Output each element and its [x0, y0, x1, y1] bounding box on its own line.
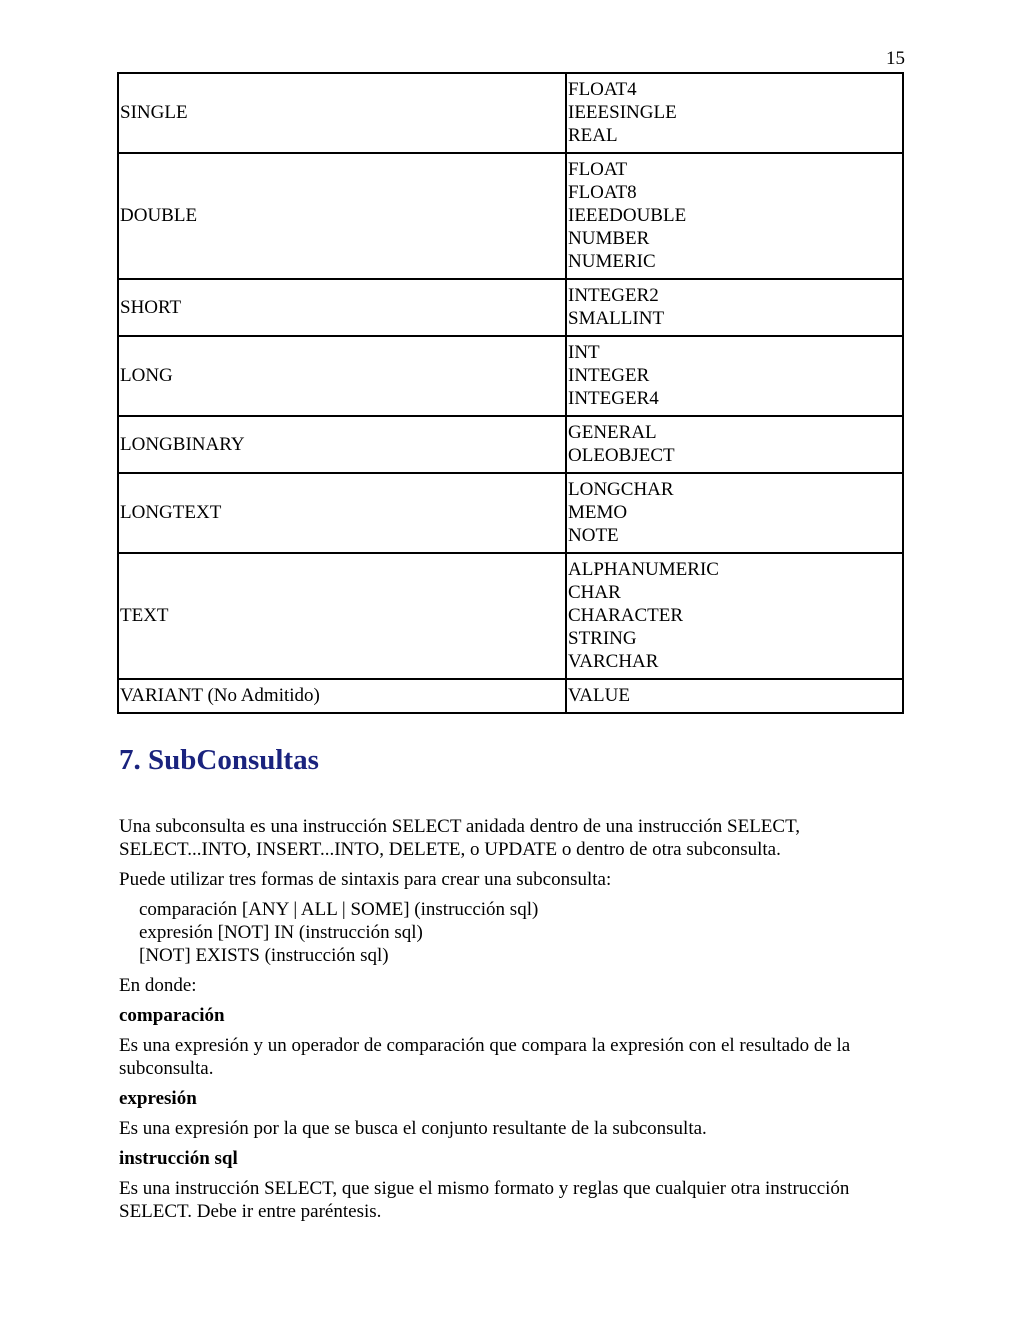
type-cell: LONGTEXT [118, 473, 566, 553]
table-row [118, 473, 903, 553]
synonyms-cell [566, 73, 903, 153]
table-row [118, 416, 903, 473]
where-label: En donde: [119, 975, 197, 996]
synonym: CHAR [568, 582, 621, 603]
definition-text: Es una instrucción SELECT, que sigue el mismo formato y reglas que cualquier otra instrucción SELECT. Debe ir entre paréntesis. [119, 1178, 850, 1222]
synonym: CHARACTER [568, 605, 684, 626]
synonym: FLOAT8 [568, 182, 637, 203]
definition-term: expresión [119, 1088, 197, 1109]
definition-term: comparación [119, 1005, 225, 1026]
definition-text: Es una expresión por la que se busca el conjunto resultante de la subconsulta. [119, 1118, 707, 1139]
synonym: IEEEDOUBLE [568, 205, 687, 226]
synonym: NUMERIC [568, 251, 656, 272]
type-cell: SHORT [118, 279, 566, 336]
synonyms-cell [566, 679, 903, 713]
table-row [118, 336, 903, 416]
syntax-line: comparación [ANY | ALL | SOME] (instrucción sql) [139, 899, 539, 920]
synonyms-cell [566, 553, 903, 679]
synonym: GENERAL [568, 422, 657, 443]
synonym: SMALLINT [568, 308, 665, 329]
definition-text: Es una expresión y un operador de comparación que compara la expresión con el resultado de la subconsulta. [119, 1035, 851, 1079]
synonym: FLOAT [568, 159, 628, 180]
section-heading: 7. SubConsultas [119, 744, 319, 776]
synonym: INTEGER [568, 365, 650, 386]
synonyms-cell [566, 416, 903, 473]
type-cell: DOUBLE [118, 153, 566, 279]
synonym: REAL [568, 125, 618, 146]
syntax-line: expresión [NOT] IN (instrucción sql) [139, 922, 423, 943]
table-row [118, 553, 903, 679]
syntax-line: [NOT] EXISTS (instrucción sql) [139, 945, 389, 966]
type-cell: LONGBINARY [118, 416, 566, 473]
type-cell: LONG [118, 336, 566, 416]
table-row [118, 679, 903, 713]
table-row [118, 153, 903, 279]
page-number: 15 [886, 48, 905, 69]
synonym: STRING [568, 628, 637, 649]
synonym: INT [568, 342, 600, 363]
type-cell: VARIANT (No Admitido) [118, 679, 566, 713]
intro-paragraph: Una subconsulta es una instrucción SELECT anidada dentro de una instrucción SELECT, SELECT...INTO, INSERT...INTO, DELETE, o UPDATE o dentro de otra subconsulta. [119, 816, 801, 860]
synonym: NOTE [568, 525, 619, 546]
table-row [118, 73, 903, 153]
synonym: VALUE [568, 685, 630, 706]
definition-term: instrucción sql [119, 1148, 238, 1169]
synonyms-cell [566, 153, 903, 279]
synonyms-cell [566, 336, 903, 416]
section-body [119, 815, 909, 1230]
synonym: MEMO [568, 502, 628, 523]
synonym: OLEOBJECT [568, 445, 675, 466]
synonym: VARCHAR [568, 651, 659, 672]
data-types-table [117, 72, 904, 714]
table-row [118, 279, 903, 336]
table-body [118, 73, 903, 713]
synonym: ALPHANUMERIC [568, 559, 719, 580]
type-cell: SINGLE [118, 73, 566, 153]
synonyms-cell [566, 279, 903, 336]
syntax-block [139, 898, 909, 967]
syntax-intro: Puede utilizar tres formas de sintaxis para crear una subconsulta: [119, 869, 612, 890]
synonym: IEEESINGLE [568, 102, 677, 123]
synonym: LONGCHAR [568, 479, 674, 500]
synonym: NUMBER [568, 228, 650, 249]
type-cell: TEXT [118, 553, 566, 679]
synonym: INTEGER4 [568, 388, 659, 409]
synonym: INTEGER2 [568, 285, 659, 306]
synonym: FLOAT4 [568, 79, 637, 100]
synonyms-cell [566, 473, 903, 553]
